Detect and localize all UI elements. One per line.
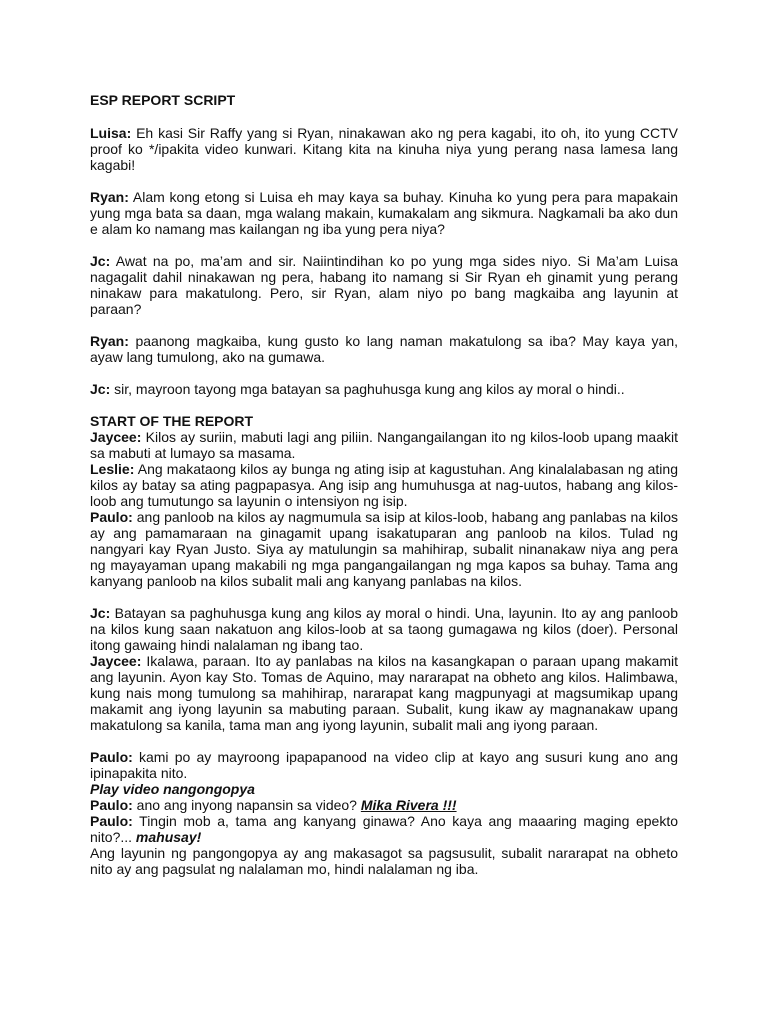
dialogue-text: kami po ay mayroong ipapapanood na video clip at kayo ang susuri kung ano ang ipinapakita nito. [90,749,678,781]
dialogue-ryan [90,189,678,237]
dialogue-text: Alam kong etong si Luisa eh may kaya sa buhay. Kinuha ko yung pera para mapakain yung mga bata sa daan, mga walang makain, kumakalam ang sikmura. Nagkamali ba ako dun e alam ko namang mas kailangan ng iba yung pera niya? [90,189,678,237]
stage-direction: Play video nangongopya [90,781,255,797]
speaker-name: Leslie: [90,461,135,477]
dialogue-jc [90,253,678,317]
speaker-name: Paulo: [90,509,133,525]
dialogue-text: Kilos ay suriin, mabuti lagi ang piliin. Nangangailangan ito ng kilos-loob upang maakit sa mabuti at lumayo sa masama. [90,429,678,461]
closing-paulo-1 [90,749,678,781]
dialogue-text: Eh kasi Sir Raffy yang si Ryan, ninakawan ako ng pera kagabi, ito oh, ito yung CCTV proof ko */ipakita video kunwari. Kitang kita na kinuha niya yung perang nasa lamesa lang kagabi! [90,125,678,173]
closing-statement: Ang layunin ng pangongopya ay ang makasagot sa pagsusulit, subalit nararapat na obheto nito ay ang pagsulat ng nalalaman mo, hindi nalalaman ng iba. [90,845,678,877]
speaker-name: Paulo: [90,813,133,829]
speaker-name: Luisa: [90,125,132,141]
speaker-name: Jc: [90,605,111,621]
dialogue-jc-2 [90,381,678,397]
dialogue-text: sir, mayroon tayong mga batayan sa paghuhusga kung ang kilos ay moral o hindi.. [114,381,625,397]
dialogue-ryan-2 [90,333,678,365]
highlighted-name: Mika Rivera !!! [360,797,457,813]
speaker-name: Jaycee: [90,429,142,445]
dialogue-text: Tingin mob a, tama ang kanyang ginawa? Ano kaya ang maaaring maging epekto nito?... [90,813,678,845]
speaker-name: Paulo: [90,797,133,813]
report-jaycee-2 [90,653,678,733]
emphasis-text: mahusay! [135,829,202,845]
report-leslie [90,461,678,509]
report-heading: START OF THE REPORT [90,413,254,429]
document-title: ESP REPORT SCRIPT [90,92,236,108]
closing-section [90,749,678,877]
document-page [90,92,678,893]
speaker-name: Jaycee: [90,653,142,669]
report-jaycee [90,429,678,461]
dialogue-text: paanong magkaiba, kung gusto ko lang naman makatulong sa iba? May kaya yan, ayaw lang tumulong, ako na gumawa. [90,333,679,365]
report-paulo [90,509,678,589]
report-section-1 [90,413,678,589]
report-section-2 [90,605,678,733]
dialogue-text: ang panloob na kilos ay nagmumula sa isip at kilos-loob, habang ang panlabas na kilos ay ang pamamaraan na ginagamit upang isakatuparan ang panloob na kilos. Tulad ng nangyari kay Ryan Justo. Siya ay matulungin sa mahihirap, subalit ninanakaw niya ang pera ng mayayaman upang makabili ng mga pangangailangan ng mga kapos sa buhay. Tama ang kanyang panloob na kilos subalit mali ang kanyang panlabas na kilos. [90,509,679,589]
dialogue-text: Batayan sa paghuhusga kung ang kilos ay moral o hindi. Una, layunin. Ito ay ang panloob na kilos kung saan nakatuon ang kilos-loob at sa taong gumagawa ng kilos (doer). Personal itong gawaing hindi nalalaman ng ibang tao. [90,605,679,653]
closing-paulo-3 [90,813,678,845]
dialogue-text: ano ang inyong napansin sa video? [136,797,361,813]
speaker-name: Jc: [90,381,111,397]
closing-paulo-2 [90,797,678,813]
dialogue-text: Awat na po, ma’am and sir. Naiintindihan ko po yung mga sides niyo. Si Ma’am Luisa nagagalit dahil ninakawan ng pera, habang ito namang si Sir Ryan eh ginamit yung perang ninakaw para makatulong. Pero, sir Ryan, alam niyo po bang magkaiba ang layunin at paraan? [90,253,678,317]
speaker-name: Ryan: [90,189,129,205]
speaker-name: Paulo: [90,749,133,765]
dialogue-luisa [90,125,678,173]
dialogue-text: Ang makataong kilos ay bunga ng ating isip at kagustuhan. Ang kinalalabasan ng ating kilos ay batay sa ating pagpapasya. Ang isip ang humuhusga at nag-uutos, habang ang kilos-loob ang tumutungo sa layunin o intensiyon ng isip. [90,461,678,509]
dialogue-text: Ikalawa, paraan. Ito ay panlabas na kilos na kasangkapan o paraan upang makamit ang layunin. Ayon kay Sto. Tomas de Aquino, may nararapat na obheto ang kilos. Halimbawa, kung nais mong tumulong sa mahihirap, nararapat kang magpunyagi at magsumikap upang makamit ang iyong layunin sa mabuting paraan. Subalit, kung ikaw ay magnanakaw upang makatulong sa kanila, tama man ang iyong layunin, subalit mali ang iyong paraan. [90,653,679,733]
speaker-name: Jc: [90,253,111,269]
report-jc [90,605,678,653]
speaker-name: Ryan: [90,333,129,349]
